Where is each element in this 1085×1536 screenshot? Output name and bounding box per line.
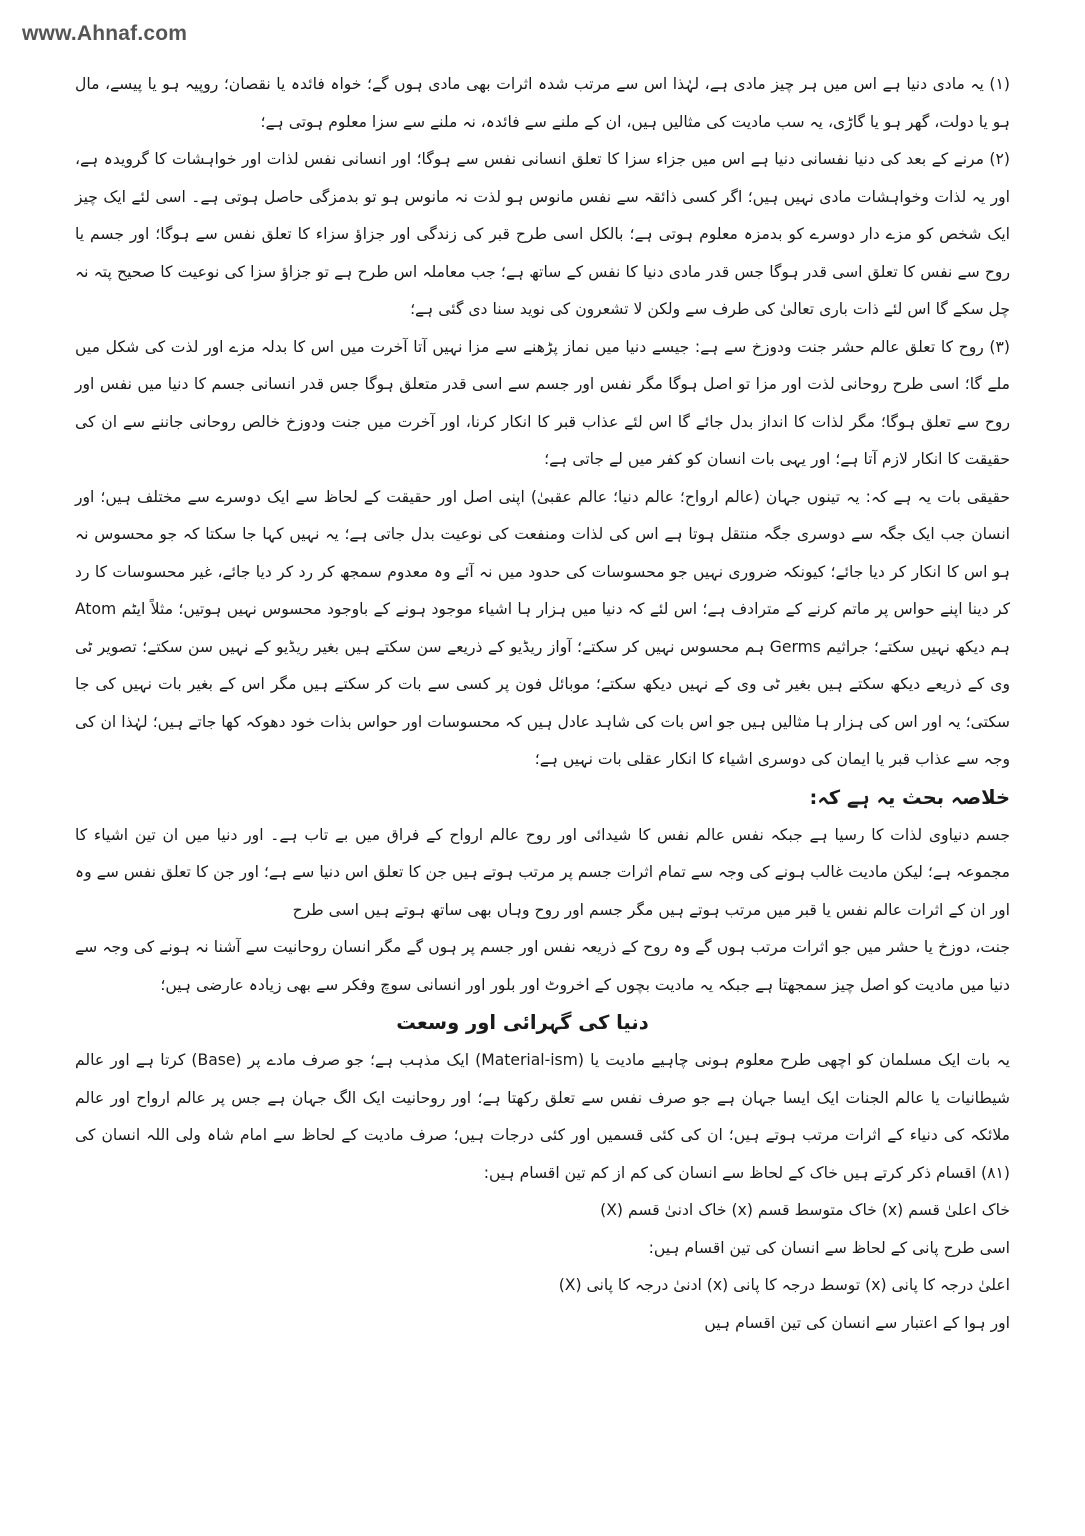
summary-paragraph-1: جسم دنیاوی لذات کا رسیا ہے جبکہ نفس عالم نفس کا شیدائی اور روح عالم ارواح کے فراق میں بے تاب ہے۔ اور دنیا میں ان تین اشیاء کا مجموعہ ہے؛ لیکن مادیت غالب ہونے کی وجہ سے تمام اثرات جسم پر مرتب ہوتے ہیں جن کا تعلق اس دنیا سے ہے؛ اور جن کا تعلق نفس سے وہ اور ان کے اثرات عالم نفس یا قبر میں مرتب ہوتے ہیں مگر جسم اور روح وہاں بھی ساتھ ہوتے ہیں اسی طرح [75, 825, 1010, 919]
summary-paragraph-2: جنت، دوزخ یا حشر میں جو اثرات مرتب ہوں گے وہ روح کے ذریعہ نفس اور جسم پر ہوں گے مگر انسان روحانیت سے آشنا نہ ہونے کی وجہ سے دنیا میں مادیت کو اصل چیز سمجھتا ہے جبکہ یہ مادیت بچوں کے اخروٹ اور بلور اور انسانی سوچ وفکر سے بھی زیادہ عارضی ہیں؛ [75, 938, 1010, 994]
page-content [75, 66, 1010, 1342]
site-watermark: www.Ahnaf.com [22, 22, 188, 45]
list-line-4: اور ہوا کے اعتبار سے انسان کی تین اقسام ہیں [704, 1313, 1010, 1332]
paragraph-2: (۲) مرنے کے بعد کی دنیا نفسانی دنیا ہے اس میں جزاء سزا کا تعلق انسانی نفس سے ہوگا؛ اور انسانی نفس لذات اور خواہشات کا گرویدہ ہے، اور یہ لذات وخواہشات مادی نہیں ہیں؛ اگر کسی ذائقہ سے نفس مانوس ہو لذت نہ مانوس ہو تو بدمزگی حاصل ہوتی ہے۔ اسی لئے ایک چیز ایک شخص کو مزے دار دوسرے کو بدمزہ معلوم ہوتی ہے؛ بالکل اسی طرح قبر کی زندگی اور جزاؤ سزاء کا تعلق نفس سے ہوگا؛ اور جسم یا روح سے نفس کا تعلق اسی قدر ہوگا جس قدر مادی دنیا کا نفس کے ساتھ ہے؛ جب معاملہ اس طرح ہے تو جزاؤ سزا کی نوعیت کا صحیح پتہ نہ چل سکے گا اس لئے ذات باری تعالیٰ کی طرف سے ولکن لا تشعرون کی نوید سنا دی گئی ہے؛ [75, 150, 1010, 318]
list-line-3: اعلیٰ درجہ کا پانی (x) توسط درجہ کا پانی (x) ادنیٰ درجہ کا پانی (X) [558, 1276, 1010, 1294]
paragraph-1: (۱) یہ مادی دنیا ہے اس میں ہر چیز مادی ہے، لہٰذا اس سے مرتب شدہ اثرات بھی مادی ہوں گے؛ خواہ فائدہ یا نقصان؛ روپیہ ہو یا پیسے، مال ہو یا دولت، گھر ہو یا گاڑی، یہ سب مادیت کی مثالیں ہیں، ان کے ملنے سے فائدہ، نہ ملنے سے سزا معلوم ہوتی ہے؛ [75, 75, 1010, 131]
paragraph-4: حقیقی بات یہ ہے کہ: یہ تینوں جہان (عالم ارواح؛ عالم دنیا؛ عالم عقبیٰ) اپنی اصل اور حقیقت کے لحاظ سے ایک دوسرے سے مختلف ہیں؛ اور انسان جب ایک جگہ سے دوسری جگہ منتقل ہوتا ہے اس کی لذات ومنفعت کی نوعیت بدل جاتی ہے؛ یہ نہیں کہا جا سکتا کہ جو محسوس نہ ہو اس کا انکار کر دیا جائے؛ کیونکہ ضروری نہیں جو محسوسات کی حدود میں نہ آئے وہ معدوم سمجھ کر رد کر دیا جائے، غیر محسوسات کا رد کر دینا اپنے حواس پر ماتم کرنے کے مترادف ہے؛ اس لئے کہ دنیا میں ہزار ہا اشیاء موجود ہونے کے باوجود محسوس نہیں ہوتیں؛ مثلاً ایٹم Atom ہم دیکھ نہیں سکتے؛ جراثیم Germs ہم محسوس نہیں کر سکتے؛ آواز ریڈیو کے ذریعے سن سکتے ہیں بغیر ریڈیو کے نہیں سن سکتے؛ تصویر ٹی وی کے ذریعے دیکھ سکتے ہیں بغیر ٹی وی کے نہیں دیکھ سکتے؛ موبائل فون پر کسی سے بات کر سکتے ہیں مگر اس کے بغیر بات نہیں کی جا سکتی؛ یہ اور اس کی ہزار ہا مثالیں ہیں جو اس بات کی شاہد عادل ہیں کہ محسوسات اور حواس بذات خود دھوکہ کھا جاتے ہیں؛ لہٰذا ان کی وجہ سے عذاب قبر یا ایمان کی دوسری اشیاء کا انکار عقلی بات نہیں ہے؛ [75, 487, 1010, 768]
heading-world: دنیا کی گہرائی اور وسعت [396, 1011, 649, 1034]
heading-summary: خلاصہ بحث یہ ہے کہ: [809, 785, 1010, 809]
list-line-2: اسی طرح پانی کے لحاظ سے انسان کی تین اقسام ہیں: [648, 1238, 1010, 1257]
paragraph-3: (۳) روح کا تعلق عالم حشر جنت ودوزخ سے ہے: جیسے دنیا میں نماز پڑھنے سے مزا نہیں آتا آخرت میں اس کا بدلہ مزے اور لذت کی شکل میں ملے گا؛ اسی طرح روحانی لذت اور مزا تو اصل ہوگا مگر نفس اور جسم سے اسی قدر متعلق ہوگا جس قدر انسانی جسم کا دنیا میں نفس اور روح سے تعلق ہوگا؛ مگر لذات کا انداز بدل جائے گا اس لئے عذاب قبر کا انکار کرنا، اور آخرت میں جنت ودوزخ خالص روحانی جاننے سے ان کی حقیقت کا انکار لازم آتا ہے؛ اور یہی بات انسان کو کفر میں لے جاتی ہے؛ [75, 337, 1010, 468]
world-paragraph: یہ بات ایک مسلمان کو اچھی طرح معلوم ہونی چاہیے مادیت یا (Material-ism) ایک مذہب ہے؛ جو صرف مادے پر (Base) کرتا ہے اور عالم شیطانیات یا عالم الجنات ایک ایسا جہان ہے جو صرف نفس سے تعلق رکھتا ہے؛ اور روحانیت ایک الگ جہان ہے جس پر عالم ارواح اور عالم ملائکہ کی دنیاء کے اثرات مرتب ہوتے ہیں؛ ان کی کئی قسمیں اور کئی درجات ہیں؛ صرف مادیت کے لحاظ سے امام شاہ ولی اللہ انسان کی (۸۱) اقسام ذکر کرتے ہیں خاک کے لحاظ سے انسان کی کم از کم تین اقسام ہیں: [75, 1051, 1010, 1182]
list-line-1: خاک اعلیٰ قسم (x) خاک متوسط قسم (x) خاک ادنیٰ قسم (X) [600, 1201, 1010, 1219]
